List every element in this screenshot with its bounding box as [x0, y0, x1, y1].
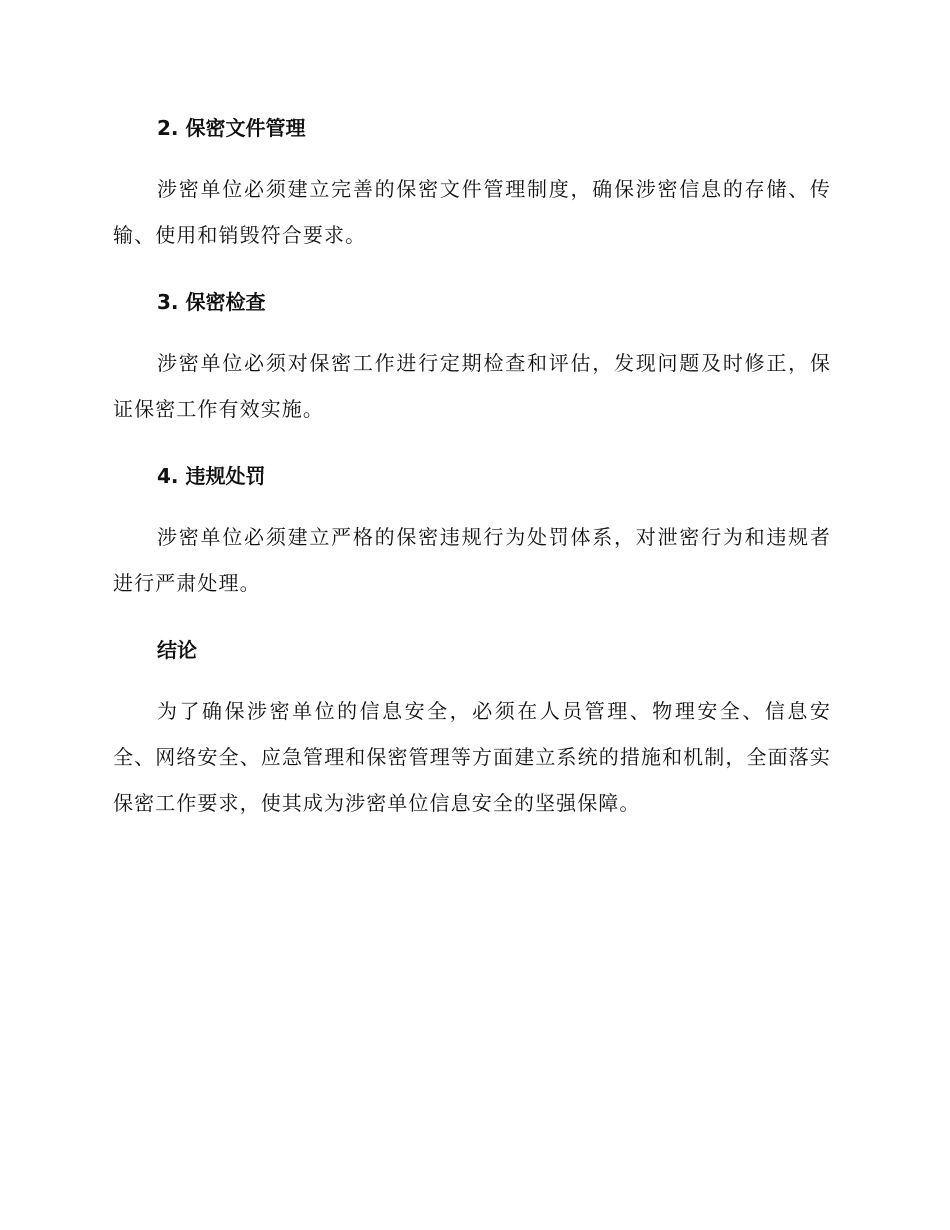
- section-paragraph-inspection: 涉密单位必须对保密工作进行定期检查和评估，发现问题及时修正，保证保密工作有效实施。: [113, 351, 831, 421]
- section-heading-file-management: 2. 保密文件管理: [157, 116, 306, 140]
- section-paragraph-penalty: 涉密单位必须建立严格的保密违规行为处罚体系，对泄密行为和违规者进行严肃处理。: [113, 525, 831, 595]
- section-heading-penalty: 4. 违规处罚: [157, 464, 266, 488]
- section-paragraph-file-management: 涉密单位必须建立完善的保密文件管理制度，确保涉密信息的存储、传输、使用和销毁符合要求。: [113, 177, 831, 247]
- section-heading-conclusion: 结论: [157, 638, 197, 662]
- section-paragraph-conclusion: 为了确保涉密单位的信息安全，必须在人员管理、物理安全、信息安全、网络安全、应急管理和保密管理等方面建立系统的措施和机制，全面落实保密工作要求，使其成为涉密单位信息安全的坚强保障。: [113, 699, 831, 815]
- section-heading-inspection: 3. 保密检查: [157, 290, 266, 314]
- document-body: [113, 112, 831, 826]
